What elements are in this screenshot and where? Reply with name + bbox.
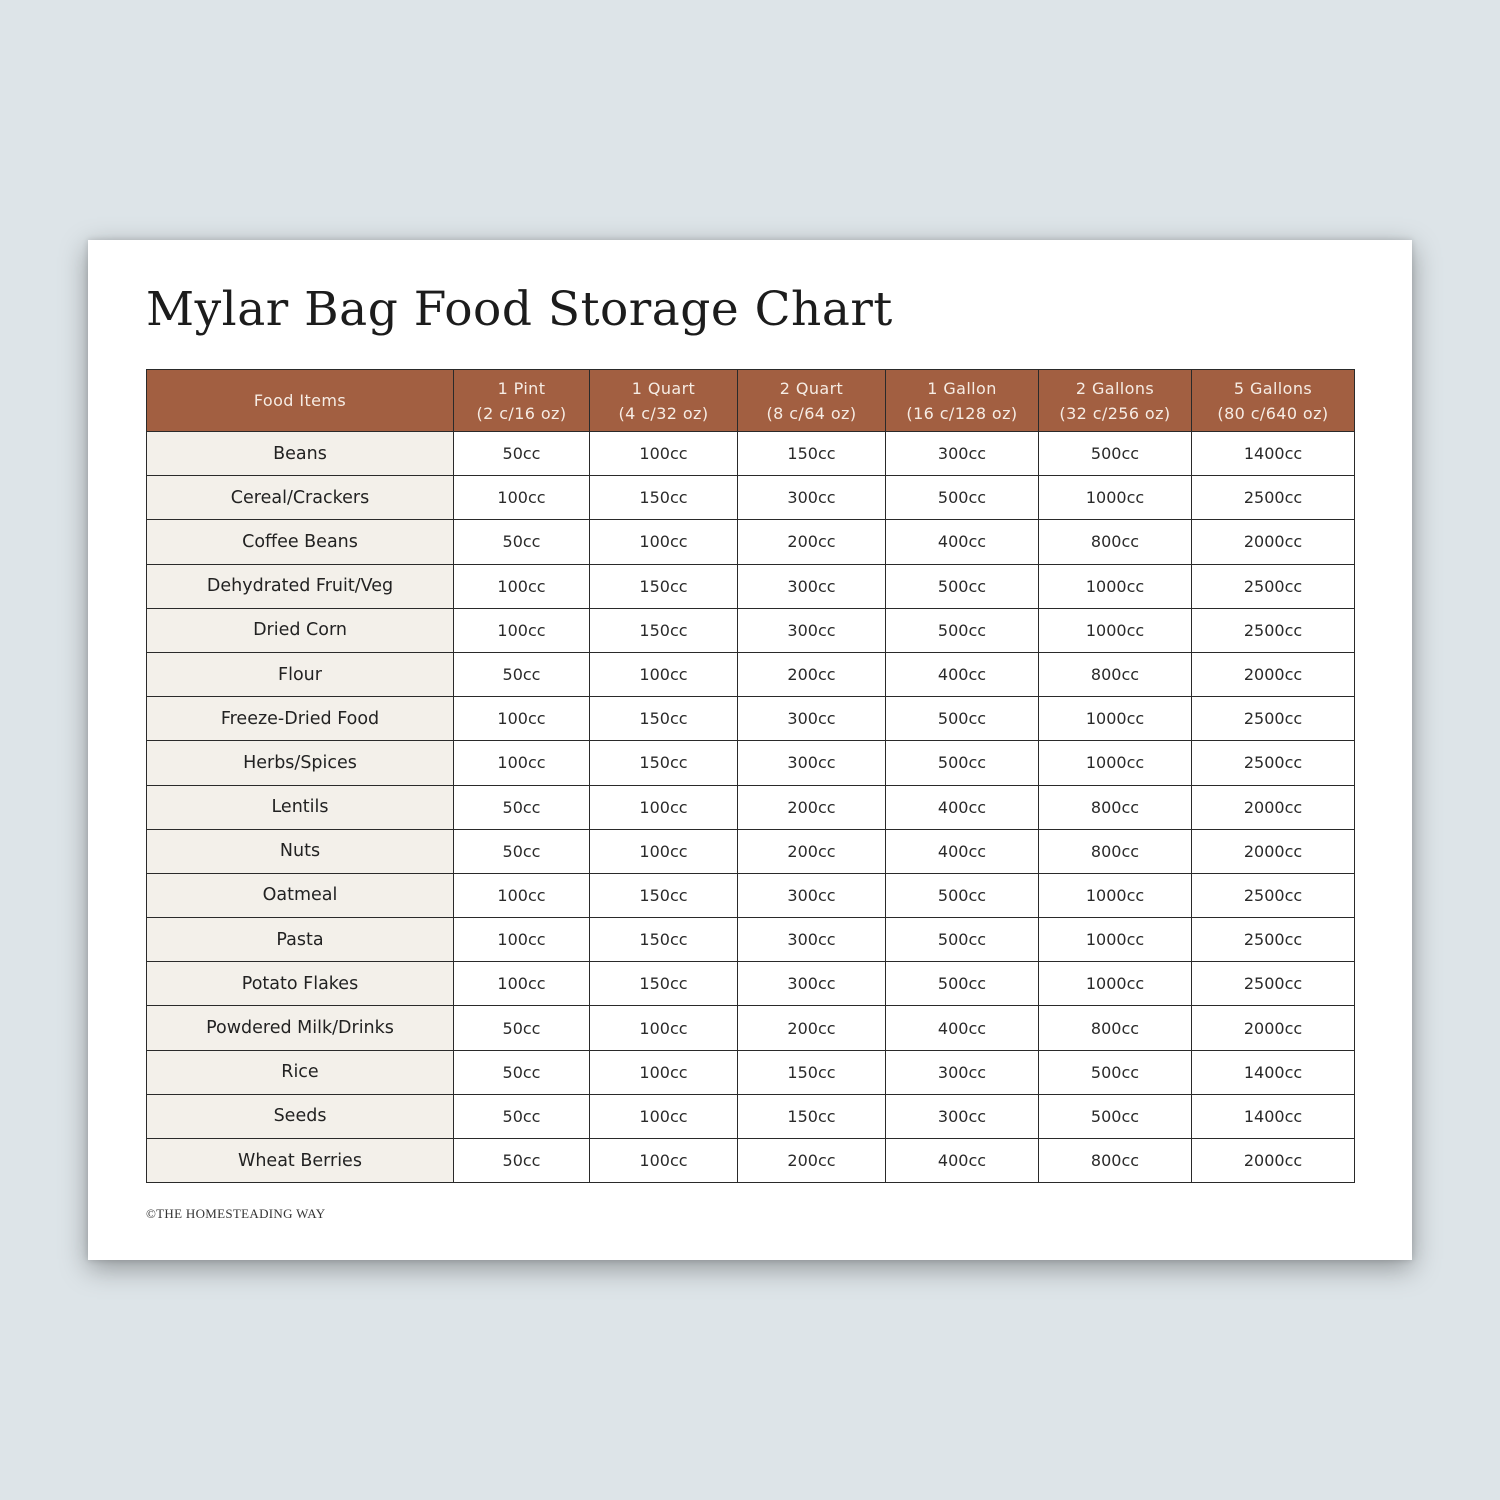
food-item-cell: Coffee Beans — [147, 520, 454, 564]
volume-cell: 100cc — [454, 608, 590, 652]
food-item-cell: Pasta — [147, 918, 454, 962]
header-column — [886, 370, 1039, 432]
volume-cell: 200cc — [738, 829, 886, 873]
volume-cell: 50cc — [454, 1050, 590, 1094]
volume-cell: 300cc — [738, 608, 886, 652]
volume-cell: 150cc — [590, 564, 738, 608]
header-row — [147, 370, 1355, 432]
header-sublabel: (4 c/32 oz) — [618, 403, 709, 423]
table-row — [147, 785, 1355, 829]
volume-cell: 1000cc — [1039, 608, 1192, 652]
volume-cell: 2500cc — [1192, 918, 1355, 962]
header-sublabel: (80 c/640 oz) — [1217, 403, 1329, 423]
storage-table — [146, 369, 1355, 1183]
table-row — [147, 1006, 1355, 1050]
table-row — [147, 918, 1355, 962]
header-food-items: Food Items — [147, 370, 454, 432]
volume-cell: 100cc — [454, 564, 590, 608]
food-item-cell: Rice — [147, 1050, 454, 1094]
table-row — [147, 564, 1355, 608]
volume-cell: 500cc — [1039, 1050, 1192, 1094]
volume-cell: 800cc — [1039, 652, 1192, 696]
table-body — [147, 432, 1355, 1183]
volume-cell: 150cc — [590, 476, 738, 520]
volume-cell: 400cc — [886, 829, 1039, 873]
volume-cell: 800cc — [1039, 1139, 1192, 1183]
volume-cell: 100cc — [590, 1094, 738, 1138]
volume-cell: 50cc — [454, 520, 590, 564]
volume-cell: 500cc — [886, 608, 1039, 652]
volume-cell: 150cc — [590, 873, 738, 917]
volume-cell: 150cc — [738, 1050, 886, 1094]
volume-cell: 50cc — [454, 432, 590, 476]
header-column — [738, 370, 886, 432]
volume-cell: 2500cc — [1192, 697, 1355, 741]
food-item-cell: Dehydrated Fruit/Veg — [147, 564, 454, 608]
volume-cell: 500cc — [886, 873, 1039, 917]
table-header — [147, 370, 1355, 432]
volume-cell: 50cc — [454, 652, 590, 696]
header-sublabel: (2 c/16 oz) — [476, 403, 567, 423]
food-item-cell: Nuts — [147, 829, 454, 873]
header-label: 1 Pint — [497, 378, 546, 398]
volume-cell: 100cc — [454, 476, 590, 520]
volume-cell: 1000cc — [1039, 918, 1192, 962]
volume-cell: 2500cc — [1192, 873, 1355, 917]
volume-cell: 500cc — [886, 962, 1039, 1006]
volume-cell: 150cc — [590, 918, 738, 962]
volume-cell: 150cc — [738, 1094, 886, 1138]
volume-cell: 50cc — [454, 785, 590, 829]
volume-cell: 1400cc — [1192, 1094, 1355, 1138]
volume-cell: 1000cc — [1039, 741, 1192, 785]
volume-cell: 300cc — [886, 432, 1039, 476]
food-item-cell: Seeds — [147, 1094, 454, 1138]
volume-cell: 400cc — [886, 520, 1039, 564]
table-row — [147, 432, 1355, 476]
volume-cell: 2000cc — [1192, 520, 1355, 564]
volume-cell: 150cc — [590, 962, 738, 1006]
volume-cell: 100cc — [454, 741, 590, 785]
volume-cell: 2000cc — [1192, 1139, 1355, 1183]
volume-cell: 200cc — [738, 1139, 886, 1183]
food-item-cell: Freeze-Dried Food — [147, 697, 454, 741]
volume-cell: 500cc — [886, 564, 1039, 608]
header-column — [1039, 370, 1192, 432]
food-item-cell: Cereal/Crackers — [147, 476, 454, 520]
table-row — [147, 829, 1355, 873]
table-row — [147, 962, 1355, 1006]
food-item-cell: Dried Corn — [147, 608, 454, 652]
volume-cell: 1000cc — [1039, 962, 1192, 1006]
header-label: 2 Quart — [779, 378, 844, 398]
volume-cell: 500cc — [886, 918, 1039, 962]
volume-cell: 150cc — [590, 608, 738, 652]
volume-cell: 1000cc — [1039, 873, 1192, 917]
volume-cell: 300cc — [738, 564, 886, 608]
table-row — [147, 1050, 1355, 1094]
table-row — [147, 1139, 1355, 1183]
table-row — [147, 697, 1355, 741]
chart-sheet — [88, 240, 1412, 1260]
volume-cell: 100cc — [590, 785, 738, 829]
food-item-cell: Oatmeal — [147, 873, 454, 917]
volume-cell: 2000cc — [1192, 652, 1355, 696]
volume-cell: 500cc — [886, 697, 1039, 741]
volume-cell: 500cc — [886, 741, 1039, 785]
volume-cell: 200cc — [738, 1006, 886, 1050]
header-sublabel: (32 c/256 oz) — [1059, 403, 1171, 423]
volume-cell: 150cc — [738, 432, 886, 476]
volume-cell: 100cc — [590, 520, 738, 564]
table-row — [147, 520, 1355, 564]
volume-cell: 200cc — [738, 520, 886, 564]
header-label: 2 Gallons — [1075, 378, 1155, 398]
volume-cell: 400cc — [886, 652, 1039, 696]
volume-cell: 2500cc — [1192, 476, 1355, 520]
volume-cell: 2500cc — [1192, 608, 1355, 652]
volume-cell: 500cc — [1039, 432, 1192, 476]
volume-cell: 500cc — [886, 476, 1039, 520]
page-title: Mylar Bag Food Storage Chart — [146, 282, 893, 337]
volume-cell: 100cc — [454, 918, 590, 962]
volume-cell: 2000cc — [1192, 785, 1355, 829]
volume-cell: 800cc — [1039, 829, 1192, 873]
volume-cell: 2000cc — [1192, 1006, 1355, 1050]
volume-cell: 150cc — [590, 741, 738, 785]
volume-cell: 300cc — [738, 918, 886, 962]
food-item-cell: Flour — [147, 652, 454, 696]
volume-cell: 300cc — [886, 1094, 1039, 1138]
volume-cell: 1400cc — [1192, 432, 1355, 476]
volume-cell: 100cc — [590, 432, 738, 476]
header-label: 1 Quart — [631, 378, 696, 398]
header-label: 5 Gallons — [1233, 378, 1313, 398]
volume-cell: 100cc — [590, 1050, 738, 1094]
volume-cell: 400cc — [886, 1006, 1039, 1050]
food-item-cell: Wheat Berries — [147, 1139, 454, 1183]
volume-cell: 400cc — [886, 785, 1039, 829]
header-column — [590, 370, 738, 432]
volume-cell: 1000cc — [1039, 476, 1192, 520]
volume-cell: 100cc — [454, 962, 590, 1006]
table-row — [147, 608, 1355, 652]
volume-cell: 300cc — [738, 741, 886, 785]
header-column — [1192, 370, 1355, 432]
volume-cell: 50cc — [454, 1006, 590, 1050]
table-row — [147, 1094, 1355, 1138]
volume-cell: 100cc — [590, 1139, 738, 1183]
volume-cell: 300cc — [886, 1050, 1039, 1094]
volume-cell: 800cc — [1039, 785, 1192, 829]
volume-cell: 300cc — [738, 697, 886, 741]
volume-cell: 200cc — [738, 785, 886, 829]
header-sublabel: (8 c/64 oz) — [766, 403, 857, 423]
food-item-cell: Lentils — [147, 785, 454, 829]
volume-cell: 800cc — [1039, 1006, 1192, 1050]
volume-cell: 2500cc — [1192, 564, 1355, 608]
food-item-cell: Herbs/Spices — [147, 741, 454, 785]
table-row — [147, 652, 1355, 696]
volume-cell: 300cc — [738, 476, 886, 520]
volume-cell: 100cc — [590, 829, 738, 873]
table-row — [147, 476, 1355, 520]
volume-cell: 200cc — [738, 652, 886, 696]
food-item-cell: Potato Flakes — [147, 962, 454, 1006]
header-sublabel: (16 c/128 oz) — [906, 403, 1018, 423]
volume-cell: 1400cc — [1192, 1050, 1355, 1094]
volume-cell: 300cc — [738, 962, 886, 1006]
volume-cell: 100cc — [590, 652, 738, 696]
copyright-footer: ©THE HOMESTEADING WAY — [146, 1206, 326, 1221]
volume-cell: 400cc — [886, 1139, 1039, 1183]
volume-cell: 1000cc — [1039, 697, 1192, 741]
table-row — [147, 873, 1355, 917]
volume-cell: 100cc — [590, 1006, 738, 1050]
volume-cell: 2000cc — [1192, 829, 1355, 873]
food-item-cell: Beans — [147, 432, 454, 476]
volume-cell: 1000cc — [1039, 564, 1192, 608]
volume-cell: 100cc — [454, 697, 590, 741]
header-label: 1 Gallon — [927, 378, 997, 398]
volume-cell: 500cc — [1039, 1094, 1192, 1138]
volume-cell: 50cc — [454, 1094, 590, 1138]
food-item-cell: Powdered Milk/Drinks — [147, 1006, 454, 1050]
table-row — [147, 741, 1355, 785]
volume-cell: 150cc — [590, 697, 738, 741]
header-column — [454, 370, 590, 432]
volume-cell: 50cc — [454, 1139, 590, 1183]
volume-cell: 100cc — [454, 873, 590, 917]
volume-cell: 300cc — [738, 873, 886, 917]
volume-cell: 2500cc — [1192, 741, 1355, 785]
volume-cell: 2500cc — [1192, 962, 1355, 1006]
volume-cell: 50cc — [454, 829, 590, 873]
volume-cell: 800cc — [1039, 520, 1192, 564]
